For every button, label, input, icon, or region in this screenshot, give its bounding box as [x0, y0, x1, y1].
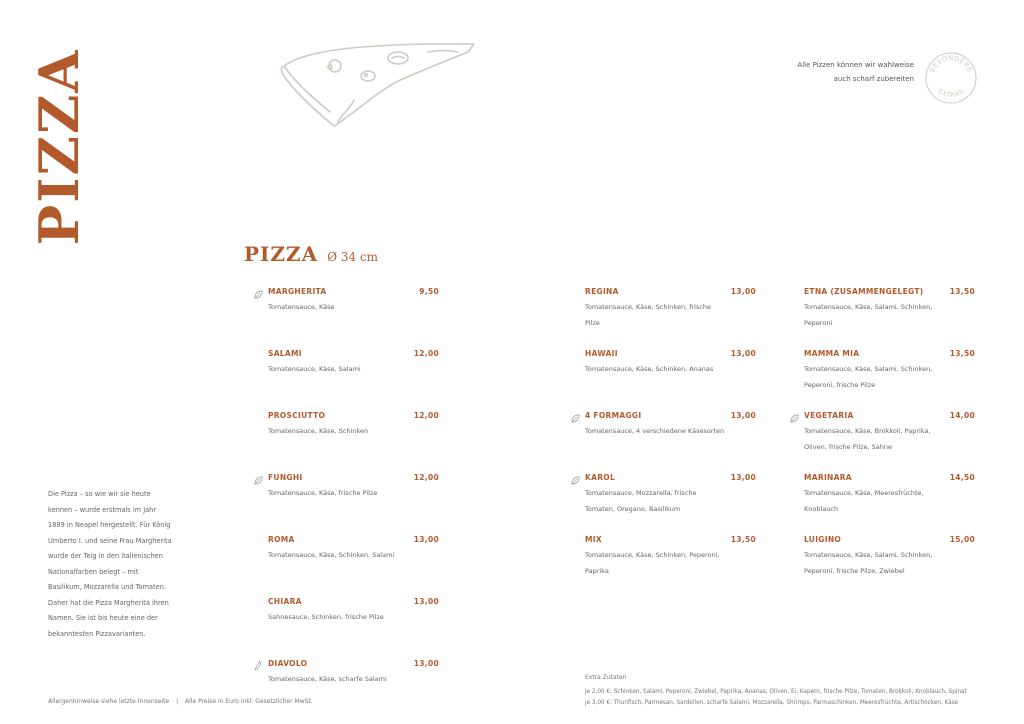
menu-item-name: MARGHERITA [268, 286, 327, 296]
pizza-history-text: Die Pizza – so wie wir sie heute kennen – wurde erstmals im Jahr 1889 in Neapel hergestellt. Für König Umberto I. und seine Frau Margherita wurde der Teig in den italienischen Nationalfarben belegt – mit Basilikum, Mozzarella und Tomaten. Daher hat die Pizza Margherita ihren Namen. Sie ist bis heute eine der bekanntesten Pizzavarianten. [48, 490, 172, 638]
menu-item-name: FUNGHI [268, 472, 303, 482]
menu-item-description: Tomatensauce, Käse, Schinken, frische Pilze [585, 303, 712, 327]
footer-separator: | [176, 698, 179, 705]
menu-item [585, 346, 756, 392]
badge-bottom-text: EXTRAS [936, 87, 966, 100]
menu-item-price: 12,00 [413, 410, 439, 420]
menu-item-header [268, 656, 439, 670]
menu-item-header [585, 284, 756, 298]
menu-item-name: SALAMI [268, 348, 302, 358]
menu-item-name: MAMMA MIA [804, 348, 860, 358]
menu-item-name: DIAVOLO [268, 658, 308, 668]
allergen-note: Allergenhinweise siehe letzte Innenseite [48, 698, 170, 705]
menu-item-description: Tomatensauce, Käse, Schinken, Salami [268, 551, 395, 559]
menu-item [268, 594, 439, 640]
menu-item [804, 470, 975, 516]
menu-item-header [585, 408, 756, 422]
menu-item-name: ETNA (ZUSAMMENGELEGT) [804, 286, 924, 296]
menu-item [804, 408, 975, 454]
menu-item-description: Tomatensauce, Käse, scharfe Salami [268, 675, 387, 683]
menu-item-description: Tomatensauce, Käse, Salami, Schinken, Peperoni, frische Pilze, Zwiebel [804, 551, 933, 575]
menu-item [268, 284, 439, 330]
svg-text:BESONDERE [928, 54, 974, 74]
special-extras-badge [924, 51, 978, 105]
section-title-size: Ø 34 cm [327, 250, 379, 264]
leaf-icon [790, 408, 799, 427]
badge-top-text: BESONDERE [928, 53, 974, 74]
menu-item-name: LUIGINO [804, 534, 842, 544]
menu-item-price: 13,00 [730, 286, 756, 296]
menu-item-header [268, 532, 439, 546]
menu-item-name: MARINARA [804, 472, 852, 482]
menu-item-price: 14,50 [949, 472, 975, 482]
spicy-option-note: Alle Pizzen können wir wahlweise auch scharf zubereiten [797, 61, 914, 83]
menu-item-description: Tomatensauce, Käse, Schinken [268, 427, 369, 435]
menu-item-price: 13,00 [413, 658, 439, 668]
menu-item-header [268, 470, 439, 484]
extras-title: Extra Zutaten [585, 674, 627, 681]
menu-column-3 [804, 284, 975, 594]
menu-item-name: MIX [585, 534, 602, 544]
menu-item-header [804, 532, 975, 546]
menu-item-price: 15,00 [949, 534, 975, 544]
leaf-icon [571, 470, 580, 489]
menu-item [268, 532, 439, 578]
menu-item-description: Sahnesauce, Schinken, frische Pilze [268, 613, 384, 621]
extras-line: je 2,00 €: Schinken, Salami, Peperoni, Zwiebel, Paprika, Ananas, Oliven, Ei, Kapern, frische Pilze, Tomaten, Brokkoli, Knoblauch, Spinat [585, 689, 967, 695]
menu-item [804, 532, 975, 578]
extras-list [585, 687, 985, 709]
menu-item-price: 9,50 [419, 286, 439, 296]
menu-item-header [804, 470, 975, 484]
menu-item-header [268, 346, 439, 360]
menu-item-header [804, 284, 975, 298]
section-title-main: PIZZA [244, 242, 319, 266]
menu-item-price: 13,00 [730, 410, 756, 420]
menu-item [268, 346, 439, 392]
menu-item-price: 13,50 [730, 534, 756, 544]
section-title [244, 242, 378, 266]
menu-item-description: Tomatensauce, Mozzarella, frische Tomaten, Oregano, Basilikum [585, 489, 697, 513]
menu-item-name: CHIARA [268, 596, 302, 606]
menu-item-description: Tomatensauce, Käse, Meeresfrüchte, Knoblauch [804, 489, 924, 513]
menu-item-price: 13,00 [730, 472, 756, 482]
menu-item [268, 656, 439, 702]
menu-item-price: 12,00 [413, 472, 439, 482]
leaf-icon [254, 470, 263, 489]
menu-item-header [585, 470, 756, 484]
menu-item-name: REGINA [585, 286, 619, 296]
menu-item-price: 13,00 [730, 348, 756, 358]
menu-item [585, 284, 756, 330]
menu-item-description: Tomatensauce, Käse, Salami, Schinken, Peperoni, frische Pilze [804, 365, 933, 389]
menu-item [585, 532, 756, 578]
menu-item-price: 13,00 [413, 534, 439, 544]
menu-item-name: PROSCIUTTO [268, 410, 326, 420]
menu-item [585, 408, 756, 454]
chili-icon [254, 656, 263, 675]
menu-item-description: Tomatensauce, Käse [268, 303, 335, 311]
menu-item [804, 346, 975, 392]
svg-text:EXTRAS [937, 87, 966, 99]
menu-item-name: 4 FORMAGGI [585, 410, 642, 420]
menu-item-header [585, 532, 756, 546]
menu-item [268, 470, 439, 516]
menu-item-header [585, 346, 756, 360]
menu-item [585, 470, 756, 516]
menu-item-price: 12,00 [413, 348, 439, 358]
leaf-icon [571, 408, 580, 427]
menu-item-description: Tomatensauce, Käse, Schinken, Peperoni, Paprika [585, 551, 720, 575]
footer [48, 698, 313, 705]
menu-item-price: 13,50 [949, 286, 975, 296]
leaf-icon [254, 284, 263, 303]
menu-item-description: Tomatensauce, Käse, Schinken, Ananas [585, 365, 714, 373]
menu-item-header [268, 284, 439, 298]
menu-item [804, 284, 975, 330]
menu-item-price: 14,00 [949, 410, 975, 420]
menu-item-description: Tomatensauce, Käse, Brokkoli, Paprika, Oliven, frische Pilze, Sahne [804, 427, 931, 451]
vertical-title: PIZZA [27, 48, 91, 246]
menu-item-name: KAROL [585, 472, 616, 482]
menu-item-description: Tomatensauce, Käse, Salami [268, 365, 361, 373]
menu-item-price: 13,50 [949, 348, 975, 358]
menu-column-1 [268, 284, 439, 718]
menu-item-header [804, 408, 975, 422]
menu-item-header [268, 408, 439, 422]
menu-item-description: Tomatensauce, Käse, Salami, Schinken, Peperoni [804, 303, 933, 327]
menu-item-header [268, 594, 439, 608]
menu-item-name: HAWAII [585, 348, 618, 358]
pizza-slice-icon [278, 38, 478, 130]
menu-item-price: 13,00 [413, 596, 439, 606]
menu-item-description: Tomatensauce, 4 verschiedene Käsesorten [585, 427, 725, 435]
menu-item-name: ROMA [268, 534, 295, 544]
menu-item-description: Tomatensauce, Käse, frische Pilze [268, 489, 378, 497]
menu-item-name: VEGETARIA [804, 410, 854, 420]
price-note: Alle Preise in Euro inkl. Gesetzlicher MwSt. [185, 698, 313, 705]
extras-line: je 3,00 €: Thunfisch, Parmesan, Sardellen, scharfe Salami, Mozzarella, Shrimps, Parmaschinken, Meeresfrüchte, Artischocken, Käse [585, 700, 959, 706]
menu-item [268, 408, 439, 454]
menu-item-header [804, 346, 975, 360]
menu-column-2 [585, 284, 756, 594]
